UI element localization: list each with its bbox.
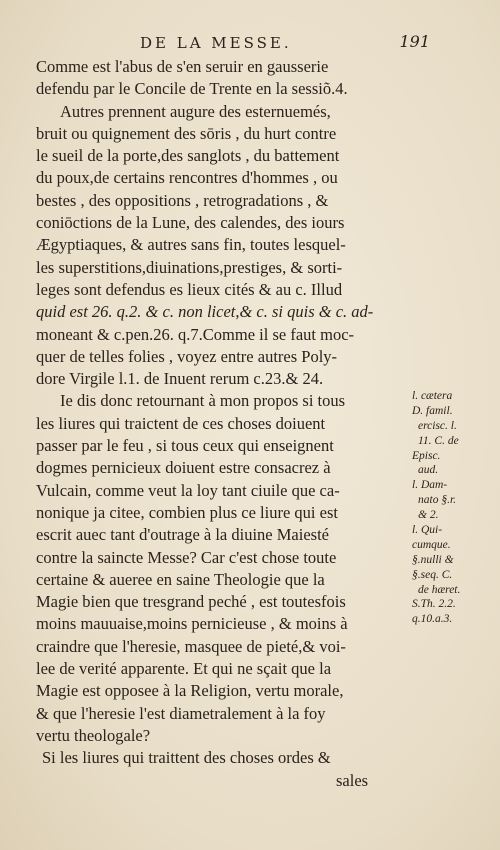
margin-note: & 2. — [418, 509, 439, 522]
text-line: quid est 26. q.2. & c. non licet,& c. si quis & c. ad- — [36, 302, 374, 322]
margin-note: cumque. — [412, 538, 451, 551]
main-text — [36, 56, 418, 792]
text-line: moneant & c.pen.26. q.7.Comme il se faut moc- — [36, 324, 355, 344]
text-line: Magie est opposee à la Religion, vertu morale, — [36, 681, 344, 701]
text-line: escrit auec tant d'outrage à la diuine Maiesté — [36, 525, 329, 545]
text-line: defendu par le Concile de Trente en la sessiõ.4. — [36, 79, 348, 99]
text-line: les superstitions,diuinations,prestiges, & sorti- — [36, 257, 343, 277]
margin-note: ercisc. l. — [418, 419, 457, 432]
text-line: quer de telles folies , voyez entre autres Poly- — [36, 346, 338, 366]
margin-note: nato §.r. — [418, 494, 457, 507]
page-number: 191 — [399, 32, 430, 51]
text-line: Ægyptiaques, & autres sans fin, toutes lesquel- — [36, 235, 346, 255]
margin-note: §.nulli & — [412, 553, 454, 566]
text-line: les liures qui traictent de ces choses doiuent — [36, 413, 326, 433]
text-line: Comme est l'abus de s'en seruir en gausserie — [36, 57, 329, 76]
text-line: coniōctions de la Lune, des calendes, des iours — [36, 213, 345, 233]
text-line: bruit ou quignement des sōris , du hurt contre — [36, 123, 337, 143]
running-title: DE LA MESSE. — [140, 34, 292, 52]
text-line: passer par le feu , si tous ceux qui enseignent — [36, 436, 334, 456]
text-line: lee de verité apparente. Et qui ne sçait que la — [36, 659, 332, 679]
margin-note: q.10.a.3. — [412, 613, 453, 626]
text-line: nonique ja citee, combien plus ce liure qui est — [36, 502, 338, 522]
text-line: & que l'heresie l'est diametralement à la foy — [36, 703, 326, 723]
margin-note: aud. — [418, 464, 439, 477]
margin-note: Episc. — [412, 449, 441, 462]
text-line: dogmes pernicieux doiuent estre consacrez à — [36, 458, 331, 478]
text-line: vertu theologale? — [36, 725, 151, 745]
margin-notes — [412, 389, 492, 627]
text-line: Si les liures qui traittent des choses ordes & — [42, 748, 331, 768]
margin-note: D. famil. — [412, 404, 453, 417]
margin-note: §.seq. C. — [412, 568, 453, 581]
margin-note: l. Dam- — [412, 479, 448, 492]
text-line: bestes , des oppositions , retrogradations , & — [36, 190, 329, 210]
margin-note: l. Qui- — [412, 524, 443, 537]
text-line: sales — [336, 770, 369, 790]
text-line: du poux,de certains rencontres d'hommes , ou — [36, 168, 338, 188]
text-line: Magie bien que tresgrand peché , est toutesfois — [36, 592, 346, 612]
text-line: dore Virgile l.1. de Inuent rerum c.23.& 24. — [36, 369, 324, 389]
text-line: certaine & aueree en saine Theologie que la — [36, 569, 325, 589]
margin-note: 11. C. de — [418, 434, 459, 447]
text-line: leges sont defendus es lieux cités & au c. Illud — [36, 279, 343, 299]
margin-note: de hæret. — [418, 583, 461, 596]
text-line: le sueil de la porte,des sanglots , du battement — [36, 146, 340, 166]
text-line: craindre que l'heresie, masquee de pieté,& voi- — [36, 636, 346, 656]
page-header — [140, 32, 430, 56]
text-line: contre la saincte Messe? Car c'est chose toute — [36, 547, 337, 567]
text-line: Autres prennent augure des esternuemés, — [60, 101, 331, 121]
margin-note: l. cætera — [412, 390, 453, 402]
text-line: Vulcain, comme veut la loy tant ciuile que ca- — [36, 480, 340, 500]
text-line: moins mauuaise,moins pernicieuse , & moins à — [36, 614, 348, 634]
text-line: Ie dis donc retournant à mon propos si tous — [60, 391, 346, 411]
margin-note: S.Th. 2.2. — [412, 598, 456, 611]
